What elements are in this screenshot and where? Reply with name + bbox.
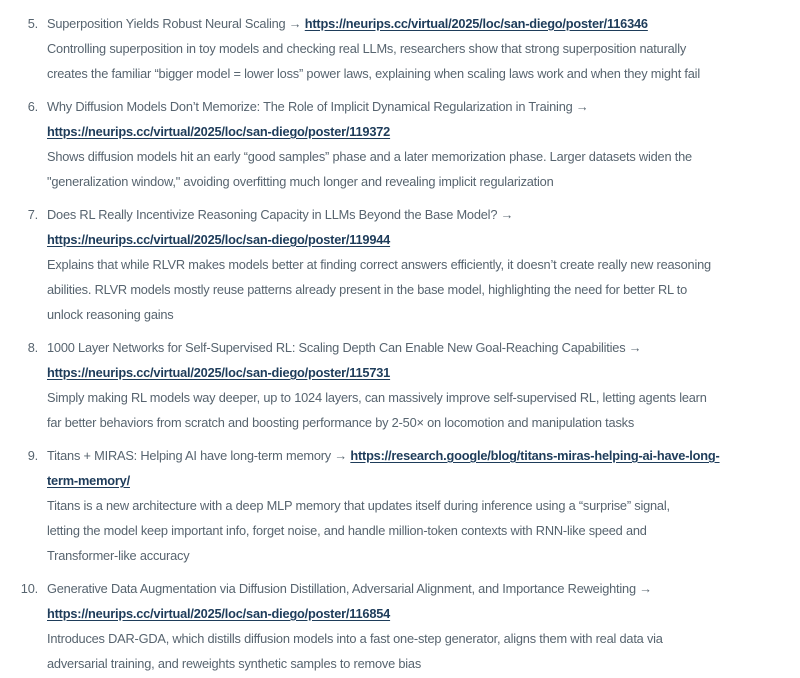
item-description-line: far better behaviors from scratch and boosting performance by 2-50× on locomotion and manipulation tasks — [47, 415, 635, 430]
item-url-link[interactable]: https://research.google/blog/titans-miras-helping-ai-have-long- — [350, 448, 720, 463]
item-line — [47, 277, 800, 302]
item-url-link[interactable]: term-memory/ — [47, 473, 130, 488]
item-description-line: Transformer-like accuracy — [47, 548, 190, 563]
item-line — [47, 576, 800, 601]
item-description-line: unlock reasoning gains — [47, 307, 174, 322]
item-line — [47, 601, 800, 626]
item-content — [47, 94, 800, 194]
item-content — [47, 11, 800, 86]
item-description-line: Introduces DAR-GDA, which distills diffusion models into a fast one-step generator, aligns them with real data via — [47, 631, 663, 646]
item-description-line: Explains that while RLVR makes models better at finding correct answers efficiently, it doesn’t create really new reasoning — [47, 257, 711, 272]
item-line — [47, 144, 800, 169]
item-line — [47, 36, 800, 61]
item-line — [47, 227, 800, 252]
item-url-link[interactable]: https://neurips.cc/virtual/2025/loc/san-diego/poster/115731 — [47, 365, 391, 380]
list-item — [0, 11, 800, 86]
item-description-line: Controlling superposition in toy models and checking real LLMs, researchers show that strong superposition naturally — [47, 41, 687, 56]
item-line — [47, 94, 800, 119]
item-line — [47, 335, 800, 360]
item-content — [47, 443, 800, 568]
item-line — [47, 651, 800, 676]
item-line — [47, 169, 800, 194]
item-line — [47, 11, 800, 36]
item-line — [47, 468, 800, 493]
list-item — [0, 443, 800, 568]
item-number: 9. — [27, 448, 38, 463]
list-item — [0, 335, 800, 435]
item-line — [47, 252, 800, 277]
item-url-link[interactable]: https://neurips.cc/virtual/2025/loc/san-diego/poster/116346 — [304, 16, 648, 31]
item-line — [47, 302, 800, 327]
item-description-line: adversarial training, and reweights synthetic samples to remove bias — [47, 656, 422, 671]
item-description-line: "generalization window," avoiding overfitting much longer and revealing implicit regularization — [47, 174, 554, 189]
item-line — [47, 410, 800, 435]
item-url-link[interactable]: https://neurips.cc/virtual/2025/loc/san-diego/poster/119372 — [47, 124, 391, 139]
item-content — [47, 576, 800, 676]
item-line — [47, 626, 800, 651]
item-title-text: Superposition Yields Robust Neural Scaling → — [47, 16, 305, 31]
item-number: 8. — [27, 340, 38, 355]
item-line — [47, 518, 800, 543]
item-line — [47, 493, 800, 518]
item-number: 6. — [27, 99, 38, 114]
item-number: 7. — [27, 207, 38, 222]
item-description-line: abilities. RLVR models mostly reuse patterns already present in the base model, highlighting the need for better RL to — [47, 282, 688, 297]
list-item — [0, 576, 800, 676]
item-description-line: Titans is a new architecture with a deep MLP memory that updates itself during inference using a “surprise” signal, — [47, 498, 670, 513]
item-line — [47, 61, 800, 86]
item-line — [47, 385, 800, 410]
item-title-text: Generative Data Augmentation via Diffusion Distillation, Adversarial Alignment, and Importance Reweighting → — [47, 581, 652, 596]
item-content — [47, 202, 800, 327]
item-line — [47, 443, 800, 468]
item-title-text: 1000 Layer Networks for Self-Supervised RL: Scaling Depth Can Enable New Goal-Reaching Capabilities → — [47, 340, 642, 355]
item-line — [47, 360, 800, 385]
item-title-text: Titans + MIRAS: Helping AI have long-term memory → — [47, 448, 351, 463]
item-number: 10. — [20, 581, 38, 596]
item-line — [47, 119, 800, 144]
list-item — [0, 94, 800, 194]
item-description-line: Simply making RL models way deeper, up to 1024 layers, can massively improve self-supervised RL, letting agents learn — [47, 390, 707, 405]
item-number: 5. — [27, 16, 38, 31]
list-item — [0, 202, 800, 327]
item-description-line: Shows diffusion models hit an early “good samples” phase and a later memorization phase. Larger datasets widen the — [47, 149, 692, 164]
item-line — [47, 543, 800, 568]
item-line — [47, 202, 800, 227]
item-url-link[interactable]: https://neurips.cc/virtual/2025/loc/san-diego/poster/116854 — [47, 606, 391, 621]
item-title-text: Does RL Really Incentivize Reasoning Capacity in LLMs Beyond the Base Model? → — [47, 207, 514, 222]
item-content — [47, 335, 800, 435]
item-description-line: letting the model keep important info, forget noise, and handle million-token contexts with RNN-like speed and — [47, 523, 647, 538]
item-url-link[interactable]: https://neurips.cc/virtual/2025/loc/san-diego/poster/119944 — [47, 232, 391, 247]
item-description-line: creates the familiar “bigger model = lower loss” power laws, explaining when scaling laws work and when they might fail — [47, 66, 700, 81]
item-title-text: Why Diffusion Models Don’t Memorize: The Role of Implicit Dynamical Regularization in Training → — [47, 99, 589, 114]
